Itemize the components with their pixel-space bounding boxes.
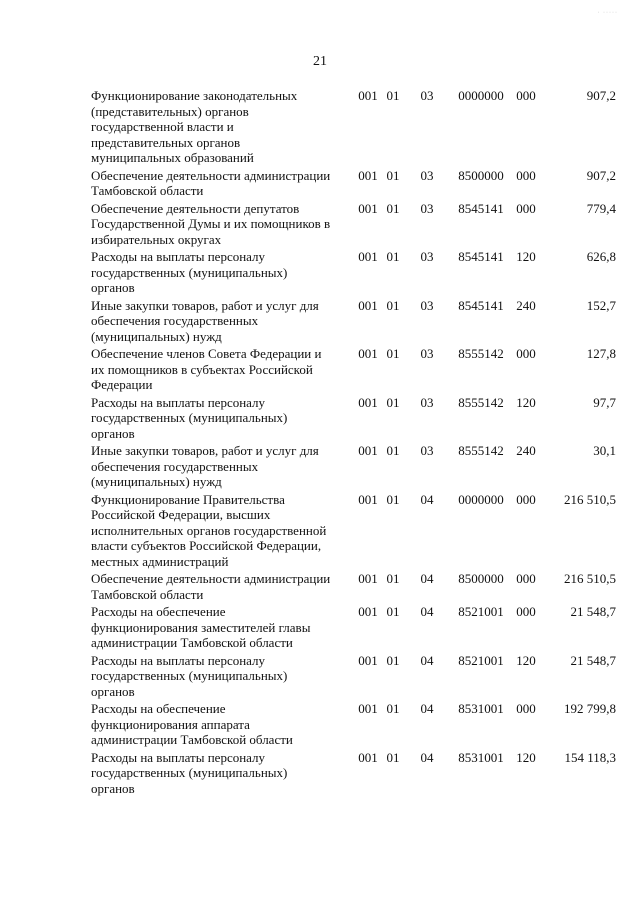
section-code: 01 — [386, 346, 400, 361]
row-name-line: Расходы на обеспечение — [91, 701, 226, 716]
row-name-line: Иные закупки товаров, работ и услуг для — [91, 297, 319, 313]
subsection-code: 03 — [420, 297, 434, 313]
section-code: 01 — [386, 571, 400, 586]
admin-code: 001 — [358, 604, 378, 619]
section-code: 01 — [386, 701, 400, 716]
expense-code: 000 — [516, 200, 536, 216]
section-code: 01 — [386, 652, 400, 668]
section-code: 01 — [386, 394, 400, 410]
subsection-code: 04 — [420, 701, 434, 716]
row-name-line: Функционирование Правительства — [91, 491, 285, 507]
item-code: 8545141 — [458, 249, 504, 264]
table-row — [91, 750, 616, 799]
expense-code: 000 — [516, 167, 536, 183]
admin-code: 001 — [358, 88, 378, 103]
admin-code: 001 — [358, 749, 378, 765]
admin-code: 001 — [358, 571, 378, 586]
table-row — [91, 88, 616, 168]
item-code: 8521001 — [458, 604, 504, 619]
row-name-line: обеспечения государственных — [91, 313, 259, 328]
table-row — [91, 298, 616, 347]
row-name-line: Расходы на обеспечение — [91, 604, 226, 619]
subsection-code: 03 — [420, 249, 434, 264]
expense-code: 120 — [516, 652, 536, 668]
row-name-line: государственных (муниципальных) — [91, 410, 288, 425]
row-name — [91, 492, 353, 572]
corner-mark: · ····· — [597, 10, 618, 16]
section-code: 01 — [386, 491, 400, 507]
table-row — [91, 492, 616, 572]
row-name-line: администрации Тамбовской области — [91, 635, 293, 650]
row-name — [91, 249, 353, 298]
page-number: 21 — [313, 54, 327, 69]
admin-code: 001 — [358, 297, 378, 313]
item-code: 8545141 — [458, 200, 504, 216]
table-row — [91, 443, 616, 492]
expense-code: 000 — [516, 604, 536, 619]
row-name-line: государственных (муниципальных) — [91, 668, 288, 683]
subsection-code: 03 — [420, 200, 434, 216]
amount: 127,8 — [586, 346, 616, 361]
amount: 192 799,8 — [564, 701, 616, 716]
row-name-line: органов — [91, 425, 135, 441]
amount: 779,4 — [586, 200, 616, 216]
subsection-code: 04 — [420, 749, 434, 765]
row-name-line: их помощников в субъектах Российской — [91, 361, 313, 377]
admin-code: 001 — [358, 701, 378, 716]
subsection-code: 03 — [420, 443, 434, 458]
expense-code: 000 — [516, 571, 536, 586]
item-code: 8555142 — [458, 394, 504, 410]
expense-code: 000 — [516, 88, 536, 103]
row-name-line: Функционирование законодательных — [91, 88, 298, 103]
row-name — [91, 346, 353, 395]
row-name-line: государственных (муниципальных) — [91, 765, 288, 780]
section-code: 01 — [386, 604, 400, 619]
section-code: 01 — [386, 88, 400, 103]
row-name-line: функционирования аппарата — [91, 716, 250, 732]
row-name-line: Расходы на выплаты персоналу — [91, 249, 266, 264]
row-name-line: государственной власти и — [91, 119, 234, 134]
expense-code: 120 — [516, 249, 536, 264]
item-code: 8531001 — [458, 701, 504, 716]
row-name-line: местных администраций — [91, 553, 229, 569]
row-name-line: функционирования заместителей главы — [91, 619, 311, 635]
row-name-line: администрации Тамбовской области — [91, 732, 293, 747]
row-name — [91, 653, 353, 702]
table-row — [91, 653, 616, 702]
item-code: 0000000 — [458, 88, 504, 103]
row-name-line: Расходы на выплаты персоналу — [91, 652, 266, 668]
section-code: 01 — [386, 167, 400, 183]
expense-code: 000 — [516, 491, 536, 507]
row-name-line: Расходы на выплаты персоналу — [91, 394, 266, 410]
item-code: 8545141 — [458, 297, 504, 313]
section-code: 01 — [386, 200, 400, 216]
row-name-line: Тамбовской области — [91, 183, 204, 198]
row-name-line: власти субъектов Российской Федерации, — [91, 538, 322, 553]
amount: 152,7 — [586, 297, 616, 313]
row-name-line: (представительных) органов — [91, 103, 249, 119]
row-name-line: обеспечения государственных — [91, 458, 259, 474]
subsection-code: 03 — [420, 167, 434, 183]
row-name-line: Тамбовской области — [91, 586, 204, 602]
row-name — [91, 168, 353, 201]
item-code: 0000000 — [458, 491, 504, 507]
amount: 97,7 — [593, 394, 616, 410]
row-name-line: органов — [91, 780, 135, 796]
amount: 907,2 — [586, 167, 616, 183]
row-name-line: избирательных округах — [91, 231, 222, 247]
amount: 21 548,7 — [570, 604, 616, 619]
admin-code: 001 — [358, 167, 378, 183]
table-row — [91, 249, 616, 298]
table-row — [91, 168, 616, 201]
subsection-code: 03 — [420, 346, 434, 361]
subsection-code: 04 — [420, 604, 434, 619]
expense-code: 000 — [516, 346, 536, 361]
row-name-line: органов — [91, 683, 135, 699]
item-code: 8555142 — [458, 346, 504, 361]
row-name-line: исполнительных органов государственной — [91, 522, 327, 538]
row-name — [91, 604, 353, 653]
row-name-line: Государственной Думы и их помощников в — [91, 216, 331, 231]
amount: 907,2 — [586, 88, 616, 103]
table-row — [91, 346, 616, 395]
section-code: 01 — [386, 443, 400, 458]
row-name-line: Расходы на выплаты персоналу — [91, 749, 266, 765]
section-code: 01 — [386, 749, 400, 765]
row-name — [91, 201, 353, 250]
amount: 30,1 — [593, 443, 616, 458]
budget-table — [91, 88, 616, 798]
row-name-line: Российской Федерации, высших — [91, 507, 271, 522]
admin-code: 001 — [358, 394, 378, 410]
amount: 216 510,5 — [564, 491, 616, 507]
item-code: 8500000 — [458, 571, 504, 586]
row-name — [91, 88, 353, 168]
section-code: 01 — [386, 297, 400, 313]
row-name — [91, 443, 353, 492]
subsection-code: 04 — [420, 491, 434, 507]
expense-code: 240 — [516, 443, 536, 458]
admin-code: 001 — [358, 200, 378, 216]
amount: 626,8 — [586, 249, 616, 264]
row-name-line: (муниципальных) нужд — [91, 474, 222, 489]
admin-code: 001 — [358, 652, 378, 668]
subsection-code: 04 — [420, 652, 434, 668]
table-row — [91, 395, 616, 444]
row-name-line: Обеспечение деятельности администрации — [91, 167, 331, 183]
budget-table-body — [91, 88, 616, 798]
row-name-line: Обеспечение членов Совета Федерации и — [91, 346, 322, 361]
row-name-line: государственных (муниципальных) — [91, 264, 288, 280]
row-name-line: муниципальных образований — [91, 150, 254, 165]
admin-code: 001 — [358, 346, 378, 361]
row-name-line: органов — [91, 280, 135, 295]
row-name-line: представительных органов — [91, 134, 241, 150]
row-name — [91, 395, 353, 444]
subsection-code: 04 — [420, 571, 434, 586]
expense-code: 000 — [516, 701, 536, 716]
row-name — [91, 298, 353, 347]
row-name-line: Обеспечение деятельности депутатов — [91, 200, 300, 216]
amount: 216 510,5 — [564, 571, 616, 586]
table-row — [91, 604, 616, 653]
subsection-code: 03 — [420, 88, 434, 103]
admin-code: 001 — [358, 249, 378, 264]
admin-code: 001 — [358, 491, 378, 507]
expense-code: 120 — [516, 749, 536, 765]
row-name-line: (муниципальных) нужд — [91, 328, 222, 344]
section-code: 01 — [386, 249, 400, 264]
subsection-code: 03 — [420, 394, 434, 410]
amount: 21 548,7 — [570, 652, 616, 668]
row-name-line: Обеспечение деятельности администрации — [91, 571, 331, 586]
item-code: 8555142 — [458, 443, 504, 458]
row-name-line: Иные закупки товаров, работ и услуг для — [91, 443, 319, 458]
table-row — [91, 701, 616, 750]
row-name — [91, 750, 353, 799]
amount: 154 118,3 — [564, 749, 616, 765]
table-row — [91, 201, 616, 250]
expense-code: 240 — [516, 297, 536, 313]
item-code: 8521001 — [458, 652, 504, 668]
expense-code: 120 — [516, 394, 536, 410]
row-name — [91, 571, 353, 604]
table-row — [91, 571, 616, 604]
row-name — [91, 701, 353, 750]
row-name-line: Федерации — [91, 377, 153, 392]
item-code: 8500000 — [458, 167, 504, 183]
admin-code: 001 — [358, 443, 378, 458]
item-code: 8531001 — [458, 749, 504, 765]
